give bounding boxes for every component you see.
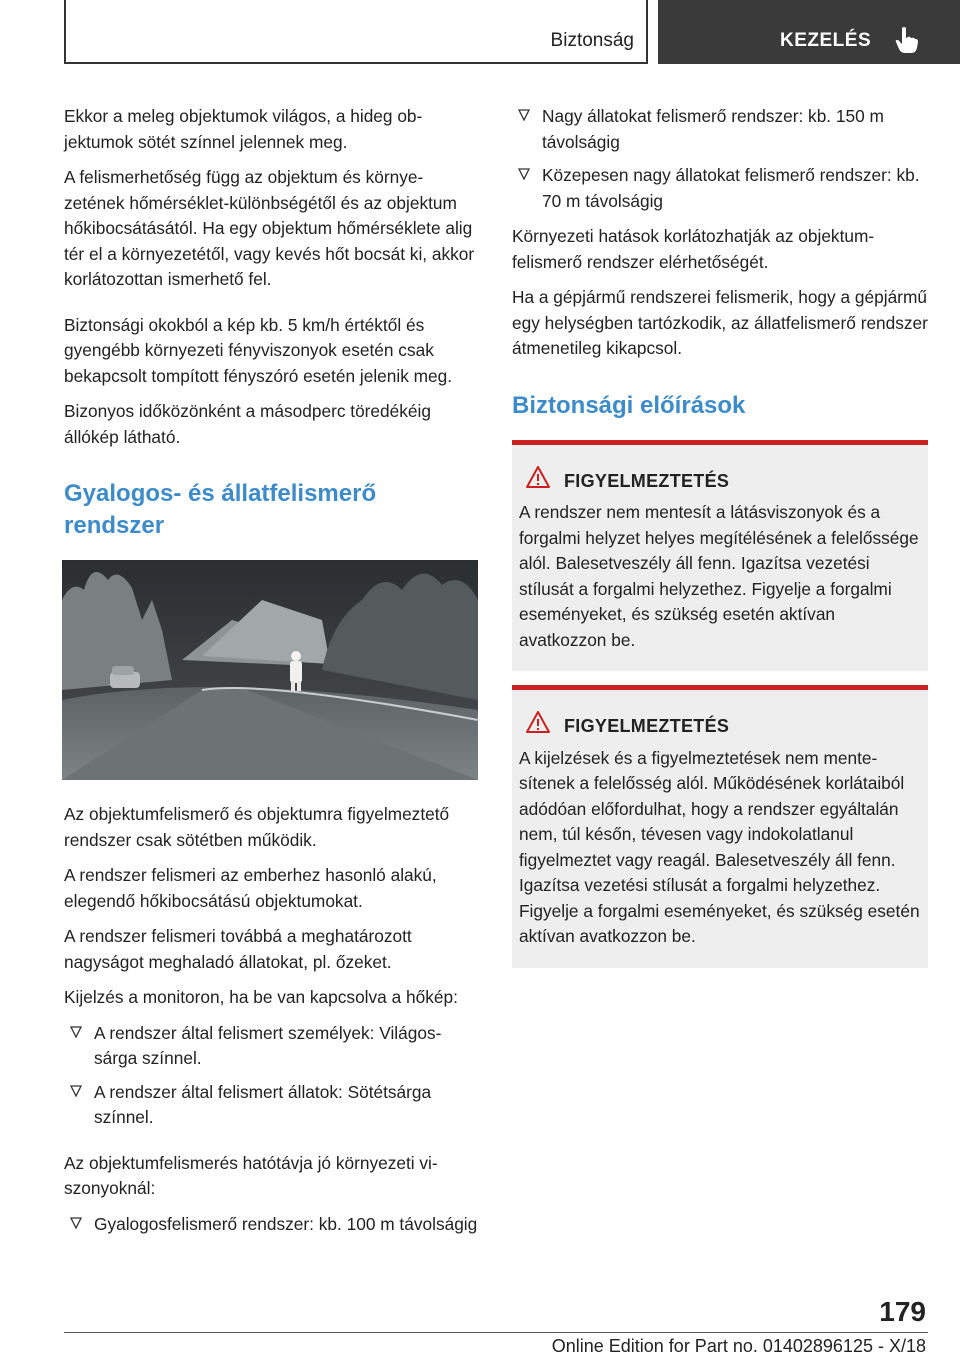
paragraph: A rendszer felismeri az emberhez hasonló alakú, elegendő hőkibocsátású objektumokat.: [64, 865, 437, 911]
section-title: Biztonság: [550, 30, 634, 51]
list-item-text: Gyalogosfelismerő rendszer: kb. 100 m távolságig: [94, 1213, 478, 1234]
paragraph: A felismerhetőség függ az objektum és környezetének hőmérséklet-különbségétől és az objektum hőkibocsátásától. Ha egy objektum hőmérséklete alig tér el a környezetétől, vagy kevés hőt bocsát ki, akkor korlátozottan ismerhető fel.: [64, 167, 475, 289]
page-number: 179: [879, 1296, 926, 1327]
list-item: [64, 1080, 478, 1131]
bullet-list: [64, 1212, 478, 1238]
paragraph: Bizonyos időközönként a másodperc töredékéig állókép látható.: [64, 401, 431, 447]
warning-title: [519, 714, 922, 740]
paragraph: Kijelzés a monitoron, ha be van kapcsolva a hőkép:: [64, 987, 458, 1007]
night-vision-image: [62, 560, 478, 780]
bullet-list: [512, 104, 928, 214]
warning-box: [512, 685, 928, 968]
list-item-text: A rendszer által felismert állatok: Sötétsárga színnel.: [94, 1081, 432, 1127]
warning-title-text: FIGYELMEZTETÉS: [564, 470, 730, 491]
paragraph: A rendszer felismeri továbbá a meghatározott nagyságot meghaladó állatokat, pl. őzeket.: [64, 926, 412, 972]
triangle-bullet-icon: [70, 1085, 82, 1097]
warning-title-text: FIGYELMEZTETÉS: [564, 716, 730, 736]
triangle-bullet-icon: [70, 1026, 82, 1038]
warning-text: A rendszer nem mentesít a látásviszonyok és a forgalmi helyzet helyes megítélésének a felelőssége alól. Balesetveszély áll fenn. Igazítsa vezetési stílusát a forgalmi helyzethez. Figyelje a forgalmi eseményeket, és szükség esetén aktívan avatkozzon be.: [519, 502, 919, 650]
warning-triangle-icon: [525, 710, 551, 734]
warning-text: A kijelzések és a figyelmeztetések nem mentesítenek a felelősség alól. Működésének korlátaiból adódóan előfordulhat, hogy a rendszer egyáltalán nem, túl későn, tévesen vagy indokolatlanul figyelmeztet vagy reagál. Balesetveszély áll fenn. Igazítsa vezetési stílusát a forgalmi helyzethez. Figyelje a forgalmi eseményeket, és szükség esetén aktívan avatkozzon be.: [519, 747, 920, 946]
triangle-bullet-icon: [70, 1217, 82, 1229]
triangle-bullet-icon: [518, 109, 530, 121]
paragraph: Környezeti hatások korlátozhatják az objektumfelismerő rendszer elérhetőségét.: [512, 226, 875, 272]
hand-pointer-icon: [894, 26, 920, 54]
warning-triangle-icon: [525, 465, 551, 489]
edition-footer: Online Edition for Part no. 01402896125 - X/18: [551, 1336, 926, 1356]
bullet-list: [64, 1021, 478, 1131]
paragraph: Az objektumfelismerő és objektumra figyelmeztető rendszer csak sötétben működik.: [64, 804, 450, 850]
paragraph: Ekkor a meleg objektumok világos, a hideg objektumok sötét színnel jelennek meg.: [64, 106, 423, 152]
list-item: [512, 163, 928, 214]
section-heading: Gyalogos- és állatfelismerő rendszer: [64, 480, 377, 539]
triangle-bullet-icon: [518, 168, 530, 180]
list-item: [512, 104, 928, 155]
list-item: [64, 1021, 478, 1072]
chapter-label: KEZELÉS: [780, 30, 872, 51]
list-item: [64, 1212, 478, 1238]
warning-box: [512, 440, 928, 672]
warning-title: [519, 469, 922, 495]
list-item-text: Közepesen nagy állatokat felismerő rendszer: kb. 70 m távolságig: [542, 165, 920, 211]
footer-divider: [64, 1332, 928, 1333]
section-heading: Biztonsági előírások: [512, 391, 746, 419]
right-column: [512, 104, 928, 982]
paragraph: Ha a gépjármű rendszerei felismerik, hogy a gépjármű egy helységben tartózkodik, az állatfelismerő rendszer átmenetileg kikapcsol.: [512, 287, 928, 358]
left-column: [64, 104, 478, 1247]
list-item-text: A rendszer által felismert személyek: Világossárga színnel.: [94, 1022, 442, 1068]
list-item-text: Nagy állatokat felismerő rendszer: kb. 150 m távolságig: [542, 106, 884, 152]
paragraph: Az objektumfelismerés hatótávja jó környezeti viszonyoknál:: [64, 1152, 438, 1198]
paragraph: Biztonsági okokból a kép kb. 5 km/h értéktől és gyengébb környezeti fényviszonyok esetén csak bekapcsolt tompított fényszóró esetén jelenik meg.: [64, 314, 453, 386]
